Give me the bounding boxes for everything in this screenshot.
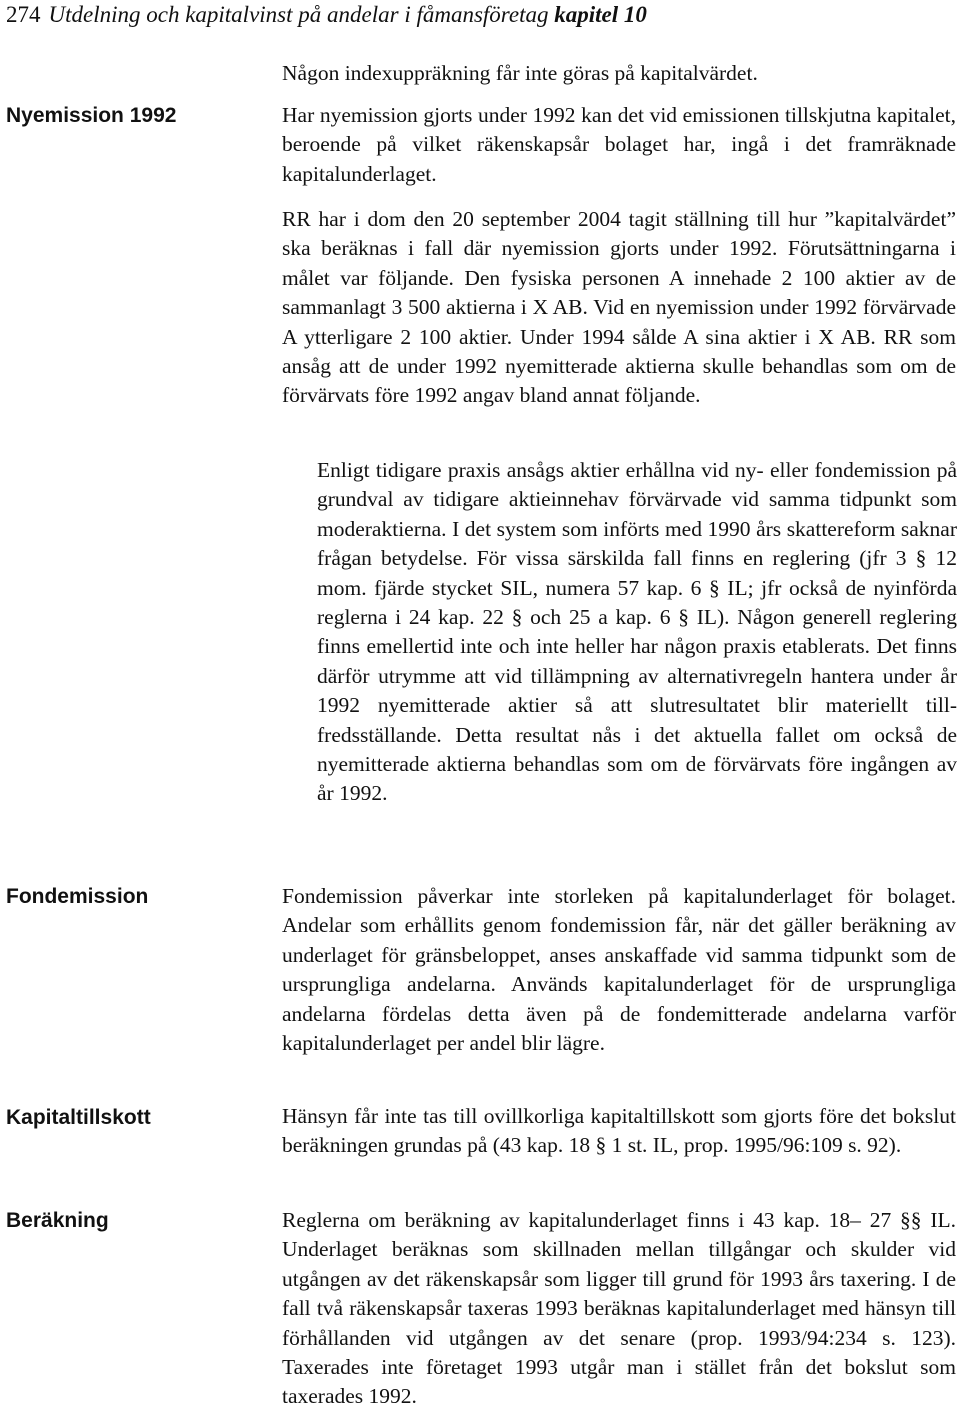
running-header	[6, 0, 960, 30]
block-quote-ruling: Enligt tidigare praxis ansågs aktier erhållna vid ny- eller fondemission på grundval av tidigare aktieinnehav förvärvade vid samma tidpunkt som moderaktierna. I det system som införts med 1990 års skattereform saknar frågan betydelse. För vissa särskilda fall finns en reglering (jfr 3 § 12 mom. fjärde stycket SIL, numera 57 kap. 6 § IL; jfr också de nyinförda reglerna i 24 kap. 22 § och 25 a kap. 6 § IL). Någon generell reglering finns emellertid inte och inte heller har någon praxis etablerats. Det finns därför utrymme att vid tillämpning av alternativregeln hantera under år 1992 nyemitterade aktier så att slutresultatet blir materiellt tillfredsställande. Detta resultat nås i det aktuella fallet om också de nyemitterade aktierna behandlas som om de förvärvats före ingången av år 1992.	[317, 458, 957, 806]
paragraph-rr-ruling: RR har i dom den 20 september 2004 tagit ställning till hur ”kapitalvärdet” ska beräknas i fall där nyemission gjorts under 1992. Förutsättningarna i målet var följande. Den fysiska personen A innehade 2 100 aktier av de sammanlagt 3 500 aktierna i X AB. Vid en nyemission under 1992 förvärvade A ytterligare 2 100 aktier. Under 1994 sålde A sina aktier i X AB. RR som ansåg att de under 1992 nyemitterade aktierna skulle behandlas som om de förvärvats före 1992 angav bland annat följande.	[282, 207, 956, 408]
paragraph-berakning: Reglerna om beräkning av kapitalunderlaget finns i 43 kap. 18– 27 §§ IL. Underlaget beräknas som skillnaden mellan tillgångar och skulder vid utgången av det räkenskapsår som ligger till grund för 1993 års taxering. I de fall två räkenskapsår taxeras 1993 beräknas kapitalunderlaget med hänsyn till förhållanden vid utgången av det senare (prop. 1993/94:234 s. 123). Taxerades inte företaget 1993 utgår man i stället från det bokslut som taxerades 1992.	[282, 1208, 956, 1409]
paragraph-index-note: Någon indexuppräkning får inte göras på kapitalvärdet.	[282, 61, 758, 85]
margin-heading-fondemission: Fondemission	[6, 885, 149, 908]
paragraph-kapitaltillskott: Hänsyn får inte tas till ovillkorliga kapitaltillskott som gjorts före det bokslut beräkningen grundas på (43 kap. 18 § 1 st. IL, prop. 1995/96:109 s. 92).	[282, 1104, 956, 1158]
margin-heading-nyemission: Nyemission 1992	[6, 104, 177, 127]
running-title: Utdelning och kapitalvinst på andelar i fåmansföretag	[48, 2, 549, 27]
margin-heading-berakning: Beräkning	[6, 1209, 109, 1232]
margin-heading-kapitaltillskott: Kapitaltillskott	[6, 1106, 151, 1129]
paragraph-fondemission: Fondemission påverkar inte storleken på kapitalunderlaget för bolaget. Andelar som erhållits genom fondemission får, när det gäller beräkning av underlaget för gränsbeloppet, anses anskaffade vid samma tidpunkt som de ursprungliga andelarna. Används kapitalunderlaget för de ursprungliga andelarna fördelas detta även på de fondemitterade andelarna varför kapitalunderlaget per andel blir lägre.	[282, 884, 956, 1056]
paragraph-nyemission: Har nyemission gjorts under 1992 kan det vid emissionen tillskjutna kapitalet, beroende på vilket räkenskapsår bolaget har, ingå i det framräknade kapitalunderlaget.	[282, 103, 956, 186]
chapter-label: kapitel 10	[554, 2, 647, 27]
page-number: 274	[6, 2, 41, 27]
